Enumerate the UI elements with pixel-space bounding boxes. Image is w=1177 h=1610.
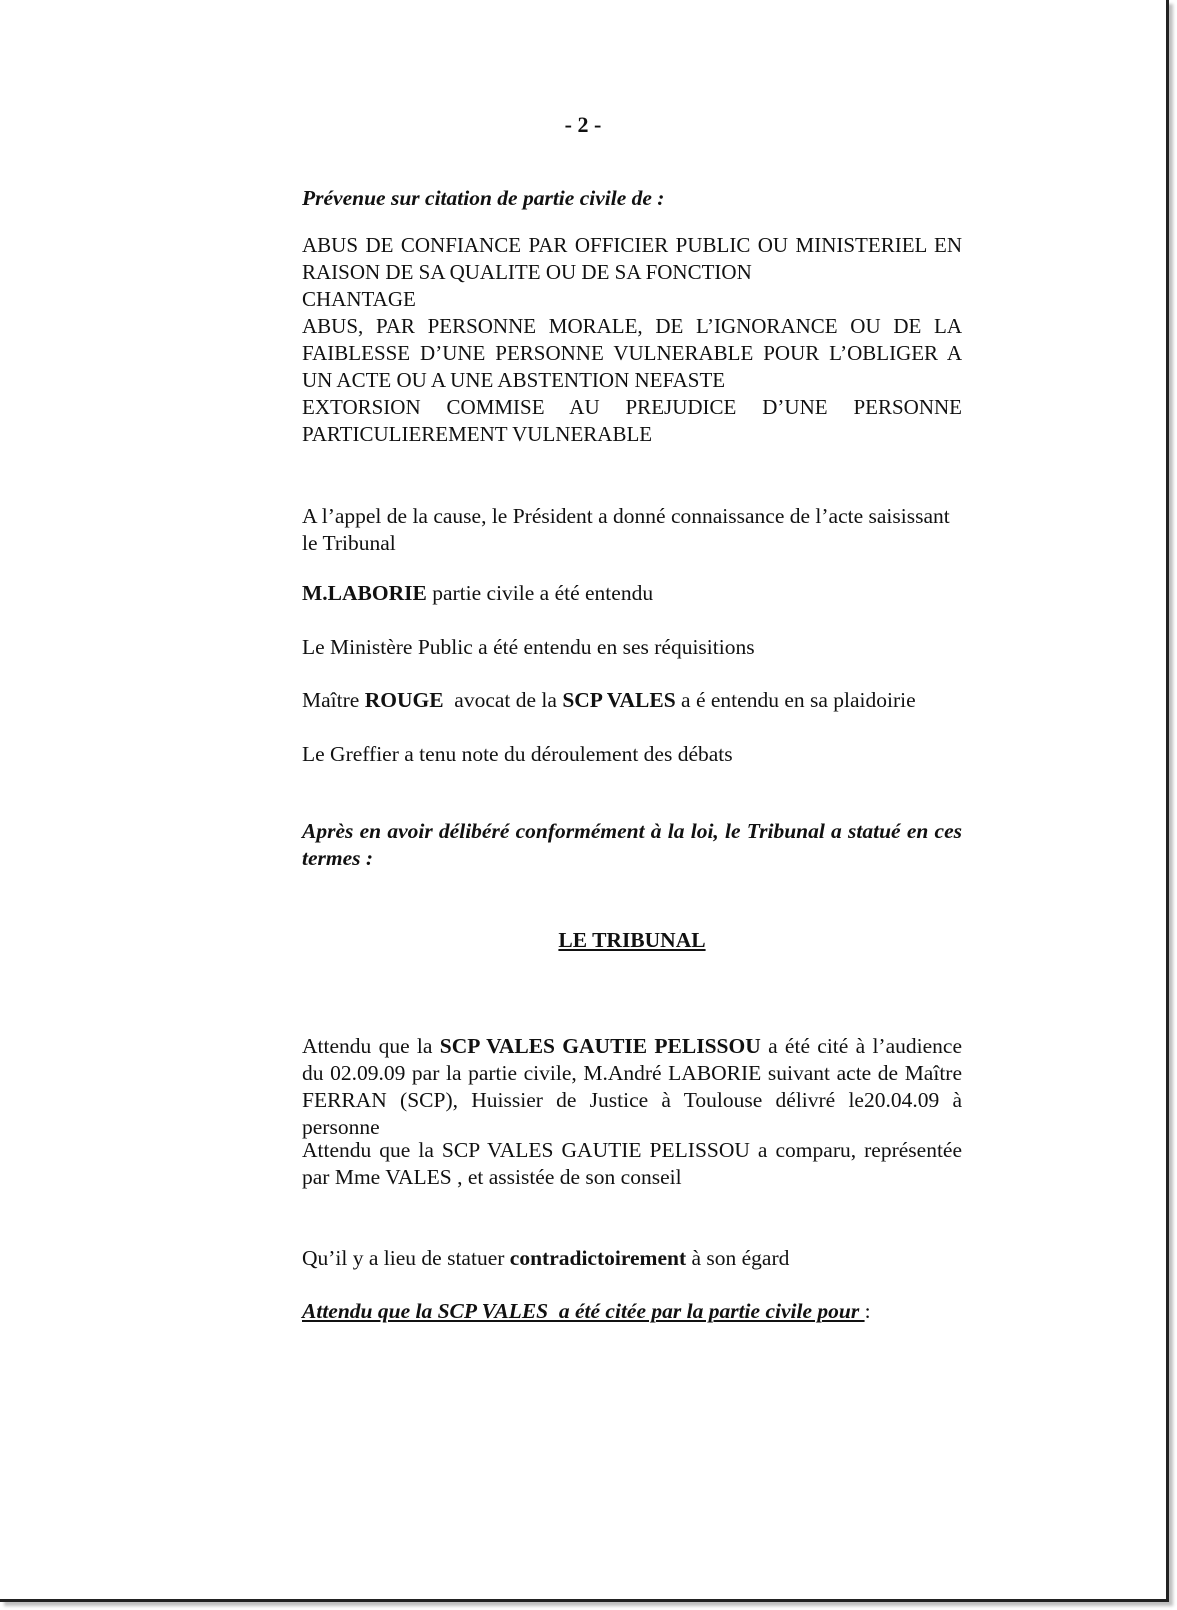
party-name: M.LABORIE	[302, 581, 427, 605]
attendu-citation	[302, 1033, 962, 1141]
charge-line: ABUS, PAR PERSONNE MORALE, DE L’IGNORANCE OU DE LA	[302, 314, 962, 338]
text-line: du 02.09.09 par la partie civile, M.André LABORIE suivant acte de Maître	[302, 1061, 962, 1085]
charge-line: CHANTAGE	[302, 287, 416, 311]
text-line: A l’appel de la cause, le Président a donné connaissance de l’acte saisissant	[302, 504, 950, 528]
text-segment: à son égard	[686, 1246, 790, 1270]
text-segment: Qu’il y a lieu de statuer	[302, 1246, 510, 1270]
text-segment: :	[864, 1299, 871, 1323]
paragraph-ministere	[302, 634, 962, 661]
text-segment: avocat de la	[443, 688, 563, 712]
paragraph-greffier	[302, 741, 962, 768]
attendu-comparution	[302, 1137, 962, 1191]
charges-list	[302, 232, 962, 448]
prevenue-heading	[302, 185, 962, 212]
paragraph-laborie	[302, 580, 962, 607]
charge-line: FAIBLESSE D’UNE PERSONNE VULNERABLE POUR L’OBLIGER A	[302, 341, 962, 365]
section-title	[302, 927, 962, 954]
text-segment: a é entendu en sa plaidoirie	[675, 688, 916, 712]
text-line: Attendu que la SCP VALES GAUTIE PELISSOU a comparu, représentée	[302, 1138, 962, 1162]
text-line: termes :	[302, 846, 374, 870]
page-number: - 2 -	[564, 112, 602, 137]
text-line: FERRAN (SCP), Huissier de Justice à Toulouse délivré le20.04.09 à	[302, 1088, 962, 1112]
text-segment: Maître	[302, 688, 365, 712]
charge-line: RAISON DE SA QUALITE OU DE SA FONCTION	[302, 260, 752, 284]
deliberation-heading	[302, 818, 962, 872]
heading-text: Prévenue sur citation de partie civile de :	[302, 186, 665, 210]
paragraph-rouge	[302, 687, 962, 714]
text-line: Le Ministère Public a été entendu en ses réquisitions	[302, 635, 755, 659]
lawyer-name: ROUGE	[364, 688, 444, 712]
firm-name: SCP VALES	[562, 688, 676, 712]
text-line: Après en avoir délibéré conformément à la loi, le Tribunal a statué en ces	[302, 819, 962, 843]
text-segment: Attendu que la	[302, 1034, 440, 1058]
attendu-citee-heading	[302, 1298, 962, 1325]
text-line: personne	[302, 1115, 380, 1139]
section-title-text: LE TRIBUNAL	[558, 928, 706, 952]
charge-line: EXTORSION COMMISE AU PREJUDICE D’UNE PERSONNE	[302, 395, 962, 419]
text-line: le Tribunal	[302, 531, 396, 555]
text-line: Le Greffier a tenu note du déroulement des débats	[302, 742, 733, 766]
text-segment: partie civile a été entendu	[426, 581, 654, 605]
text-segment: a été cité à l’audience	[760, 1034, 962, 1058]
emphasis: contradictoirement	[509, 1246, 687, 1270]
charge-line: ABUS DE CONFIANCE PAR OFFICIER PUBLIC OU MINISTERIEL EN	[302, 233, 962, 257]
paragraph-appel	[302, 503, 962, 557]
firm-name: SCP VALES GAUTIE PELISSOU	[439, 1034, 761, 1058]
text-line: par Mme VALES , et assistée de son conseil	[302, 1165, 682, 1189]
charge-line: UN ACTE OU A UNE ABSTENTION NEFASTE	[302, 368, 726, 392]
heading-text: Attendu que la SCP VALES a été citée par la partie civile pour	[302, 1299, 865, 1323]
paragraph-contradictoire	[302, 1245, 962, 1272]
charge-line: PARTICULIEREMENT VULNERABLE	[302, 422, 653, 446]
